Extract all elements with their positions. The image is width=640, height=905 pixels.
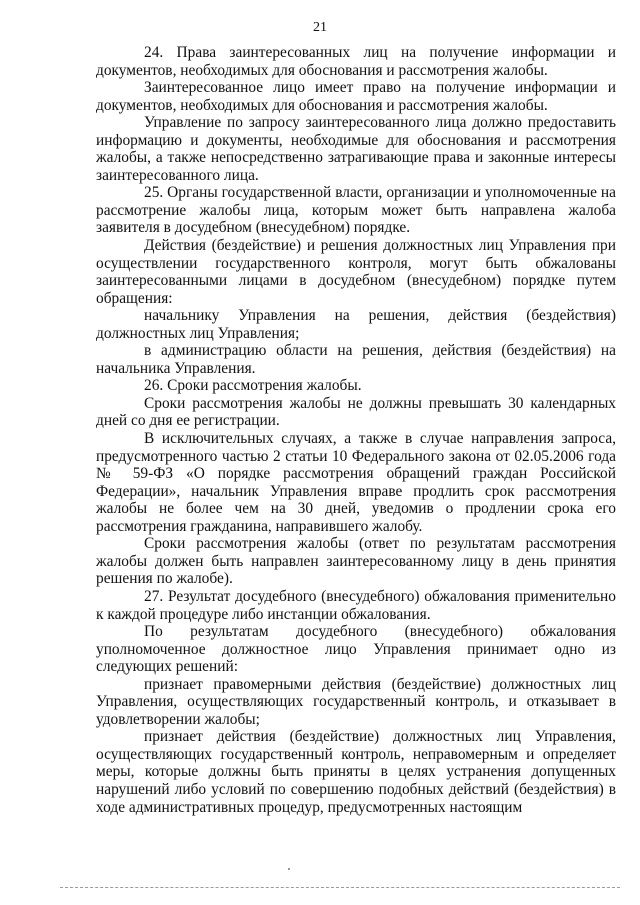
paragraph: Заинтересованное лицо имеет право на получение информации и документов, необходимых для обоснования и рассмотрения жалобы. — [96, 79, 616, 114]
list-item: начальнику Управления на решения, действия (бездействия) должностных лиц Управления; — [96, 307, 616, 342]
paragraph: Действия (бездействие) и решения должностных лиц Управления при осуществлении государственного контроля, могут быть обжалованы заинтересованными лицами в досудебном (внесудебном) порядке путем обращения: — [96, 237, 616, 307]
section-25-heading: 25. Органы государственной власти, организации и уполномоченные на рассмотрение жалобы лица, которым может быть направлена жалоба заявителя в досудебном (внесудебном) порядке. — [96, 184, 616, 237]
document-body — [96, 44, 616, 816]
paragraph: По результатам досудебного (внесудебного) обжалования уполномоченное должностное лицо Управления принимает одно из следующих решений: — [96, 623, 616, 676]
paragraph: В исключительных случаях, а также в случае направления запроса, предусмотренного частью 2 статьи 10 Федерального закона от 02.05.2006 года № 59-ФЗ «О порядке рассмотрения обращений граждан Российской Федерации», начальник Управления вправе продлить срок рассмотрения жалобы не более чем на 30 дней, уведомив о продлении срока его рассмотрения гражданина, направившего жалобу. — [96, 430, 616, 535]
section-24-heading: 24. Права заинтересованных лиц на получение информации и документов, необходимых для обоснования и рассмотрения жалобы. — [96, 44, 616, 79]
paragraph: Сроки рассмотрения жалобы не должны превышать 30 календарных дней со дня ее регистрации. — [96, 394, 616, 430]
list-item: признает правомерными действия (бездействие) должностных лиц Управления, осуществляющих государственный контроль, и отказывает в удовлетворении жалобы; — [96, 675, 616, 728]
paragraph: Управление по запросу заинтересованного лица должно предоставить информацию и документы, необходимые для обоснования и рассмотрения жалобы, а также непосредственно затрагивающие права и законные интересы заинтересованного лица. — [96, 114, 616, 184]
section-26-heading: 26. Сроки рассмотрения жалобы. — [144, 377, 362, 395]
list-item: в администрацию области на решения, действия (бездействия) на начальника Управления. — [96, 342, 616, 377]
paragraph: Сроки рассмотрения жалобы (ответ по результатам рассмотрения жалобы должен быть направлен заинтересованному лицу в день принятия решения по жалобе). — [96, 535, 616, 588]
page-number: 21 — [313, 20, 327, 35]
scan-speck — [288, 868, 290, 870]
list-item: признает действия (бездействие) должностных лиц Управления, осуществляющих государственный контроль, неправомерным и определяет меры, которые должны быть приняты в целях устранения допущенных нарушений либо условий по совершению подобных действий (бездействия) в ходе административных процедур, предусмотренных настоящим — [96, 728, 616, 816]
section-27-heading: 27. Результат досудебного (внесудебного) обжалования применительно к каждой процедуре либо инстанции обжалования. — [96, 587, 616, 623]
bottom-dashed-rule — [60, 887, 620, 888]
